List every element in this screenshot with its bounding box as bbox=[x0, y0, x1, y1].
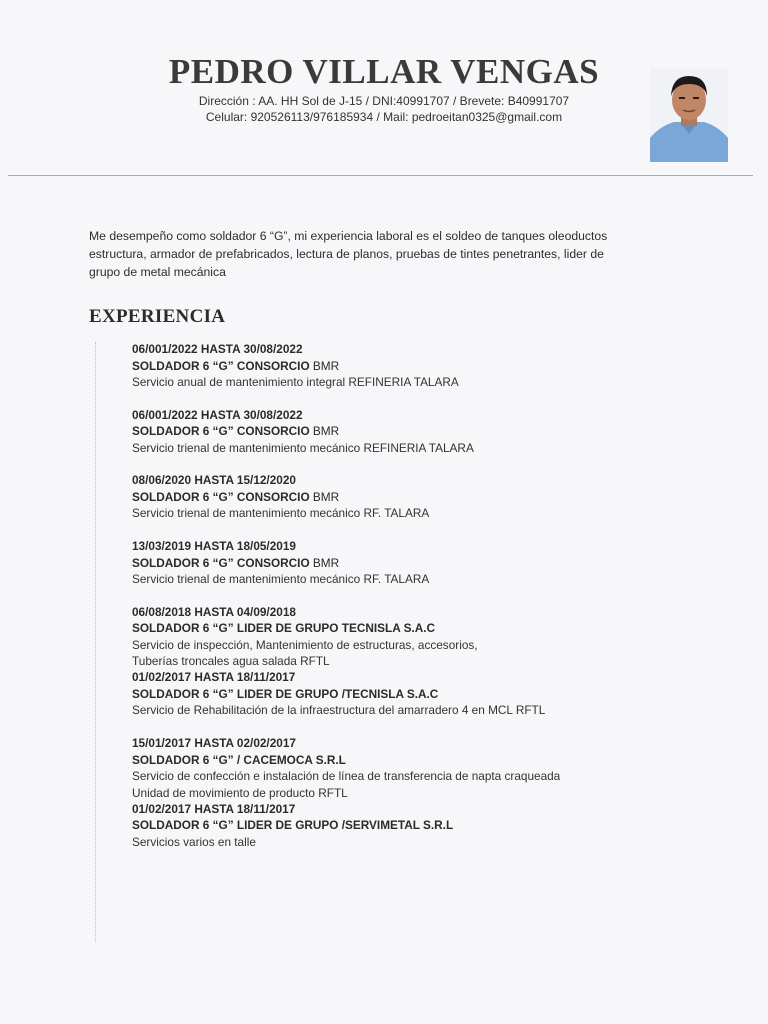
entry-role: SOLDADOR 6 “G” LIDER DE GRUPO TECNISLA S.A.C bbox=[132, 621, 436, 636]
experience-entry bbox=[132, 472, 652, 538]
experience-entry bbox=[132, 407, 652, 473]
contact-address: Dirección : AA. HH Sol de J-15 / DNI:40991707 / Brevete: B40991707 bbox=[198, 94, 570, 108]
person-photo-icon bbox=[650, 68, 728, 162]
profile-summary bbox=[89, 227, 649, 281]
entry-description: Tuberías troncales agua salada RFTL bbox=[132, 654, 330, 669]
profile-photo bbox=[650, 68, 728, 162]
entry-role: SOLDADOR 6 “G” CONSORCIO BMR bbox=[132, 489, 340, 504]
experience-heading: EXPERIENCIA bbox=[89, 306, 226, 327]
entry-description: Servicio trienal de mantenimiento mecánico RF. TALARA bbox=[132, 572, 430, 587]
experience-entry bbox=[132, 735, 652, 801]
entry-description: Servicio trienal de mantenimiento mecánico REFINERIA TALARA bbox=[132, 440, 474, 455]
experience-entry bbox=[132, 604, 652, 670]
entry-dates: 06/001/2022 HASTA 30/08/2022 bbox=[132, 407, 303, 422]
person-name: PEDRO VILLAR VENGAS bbox=[168, 52, 600, 91]
dotted-guide-line bbox=[95, 342, 96, 942]
entry-dates: 13/03/2019 HASTA 18/05/2019 bbox=[132, 539, 296, 554]
entry-role: SOLDADOR 6 “G” LIDER DE GRUPO /SERVIMETAL S.R.L bbox=[132, 818, 454, 833]
summary-line: estructura, armador de prefabricados, lectura de planos, pruebas de tintes penetrantes, lider de bbox=[89, 247, 604, 261]
summary-line: grupo de metal mecánica bbox=[89, 265, 226, 279]
entry-dates: 01/02/2017 HASTA 18/11/2017 bbox=[132, 801, 296, 816]
experience-entry bbox=[132, 801, 652, 867]
entry-description: Servicio de Rehabilitación de la infraestructura del amarradero 4 en MCL RFTL bbox=[132, 703, 546, 718]
entry-description: Servicio anual de mantenimiento integral REFINERIA TALARA bbox=[132, 375, 459, 389]
summary-line: Me desempeño como soldador 6 “G”, mi experiencia laboral es el soldeo de tanques oleoductos bbox=[89, 229, 608, 243]
experience-list bbox=[132, 341, 652, 867]
experience-entry bbox=[132, 669, 652, 735]
entry-description: Servicio de inspección, Mantenimiento de estructuras, accesorios, bbox=[132, 637, 478, 652]
entry-role: SOLDADOR 6 “G” / CACEMOCA S.R.L bbox=[132, 752, 346, 767]
experience-entry bbox=[132, 341, 652, 407]
entry-description: Servicios varios en talle bbox=[132, 834, 256, 849]
entry-dates: 06/08/2018 HASTA 04/09/2018 bbox=[132, 604, 296, 619]
header-divider bbox=[8, 175, 753, 176]
entry-role: SOLDADOR 6 “G” CONSORCIO BMR bbox=[132, 358, 340, 373]
entry-dates: 08/06/2020 HASTA 15/12/2020 bbox=[132, 473, 296, 488]
entry-dates: 01/02/2017 HASTA 18/11/2017 bbox=[132, 670, 296, 685]
entry-description: Servicio trienal de mantenimiento mecánico RF. TALARA bbox=[132, 506, 430, 521]
entry-role: SOLDADOR 6 “G” CONSORCIO BMR bbox=[132, 424, 340, 439]
entry-role: SOLDADOR 6 “G” LIDER DE GRUPO /TECNISLA S.A.C bbox=[132, 686, 439, 701]
entry-description: Servicio de confección e instalación de línea de transferencia de napta craqueada bbox=[132, 769, 561, 784]
entry-dates: 06/001/2022 HASTA 30/08/2022 bbox=[132, 342, 303, 356]
contact-phone-mail: Celular: 920526113/976185934 / Mail: pedroeitan0325@gmail.com bbox=[205, 110, 563, 124]
entry-dates: 15/01/2017 HASTA 02/02/2017 bbox=[132, 736, 296, 751]
entry-role: SOLDADOR 6 “G” CONSORCIO BMR bbox=[132, 555, 340, 570]
experience-entry bbox=[132, 538, 652, 604]
entry-description: Unidad de movimiento de producto RFTL bbox=[132, 785, 348, 800]
